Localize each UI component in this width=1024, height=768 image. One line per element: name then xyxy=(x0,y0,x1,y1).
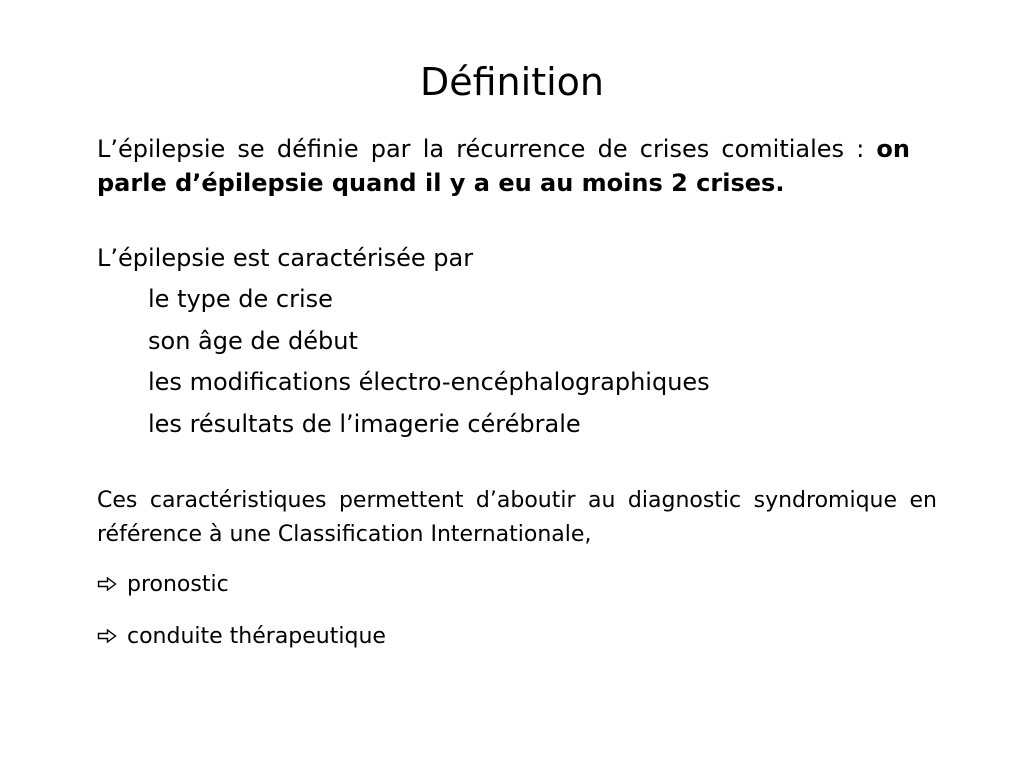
outcome-label: conduite thérapeutique xyxy=(127,624,386,649)
list-item: les résultats de l’imagerie cérébrale xyxy=(148,409,581,438)
definition-paragraph xyxy=(97,132,910,200)
outline-right-arrow-icon xyxy=(97,628,117,644)
definition-emphasis: on parle d’épilepsie quand il y a eu au moins 2 crises. xyxy=(97,135,910,197)
list-item: les modifications électro-encéphalographiques xyxy=(148,368,710,396)
characteristics-list xyxy=(148,282,710,448)
outcome-item-pronostic xyxy=(97,568,229,602)
characteristics-intro: L’épilepsie est caractérisée par xyxy=(97,244,474,272)
outcome-item-conduite xyxy=(97,620,386,654)
classification-paragraph: Ces caractéristiques permettent d’aboutir au diagnostic syndromique en référence à une Classification Internationale, xyxy=(97,488,937,547)
slide-title: Définition xyxy=(419,60,604,104)
definition-text: L’épilepsie se définie par la récurrence de crises comitiales : xyxy=(97,135,877,163)
list-item: son âge de début xyxy=(148,326,358,355)
list-item: le type de crise xyxy=(148,285,333,313)
outline-right-arrow-icon xyxy=(97,576,117,592)
outcome-label: pronostic xyxy=(127,572,229,597)
